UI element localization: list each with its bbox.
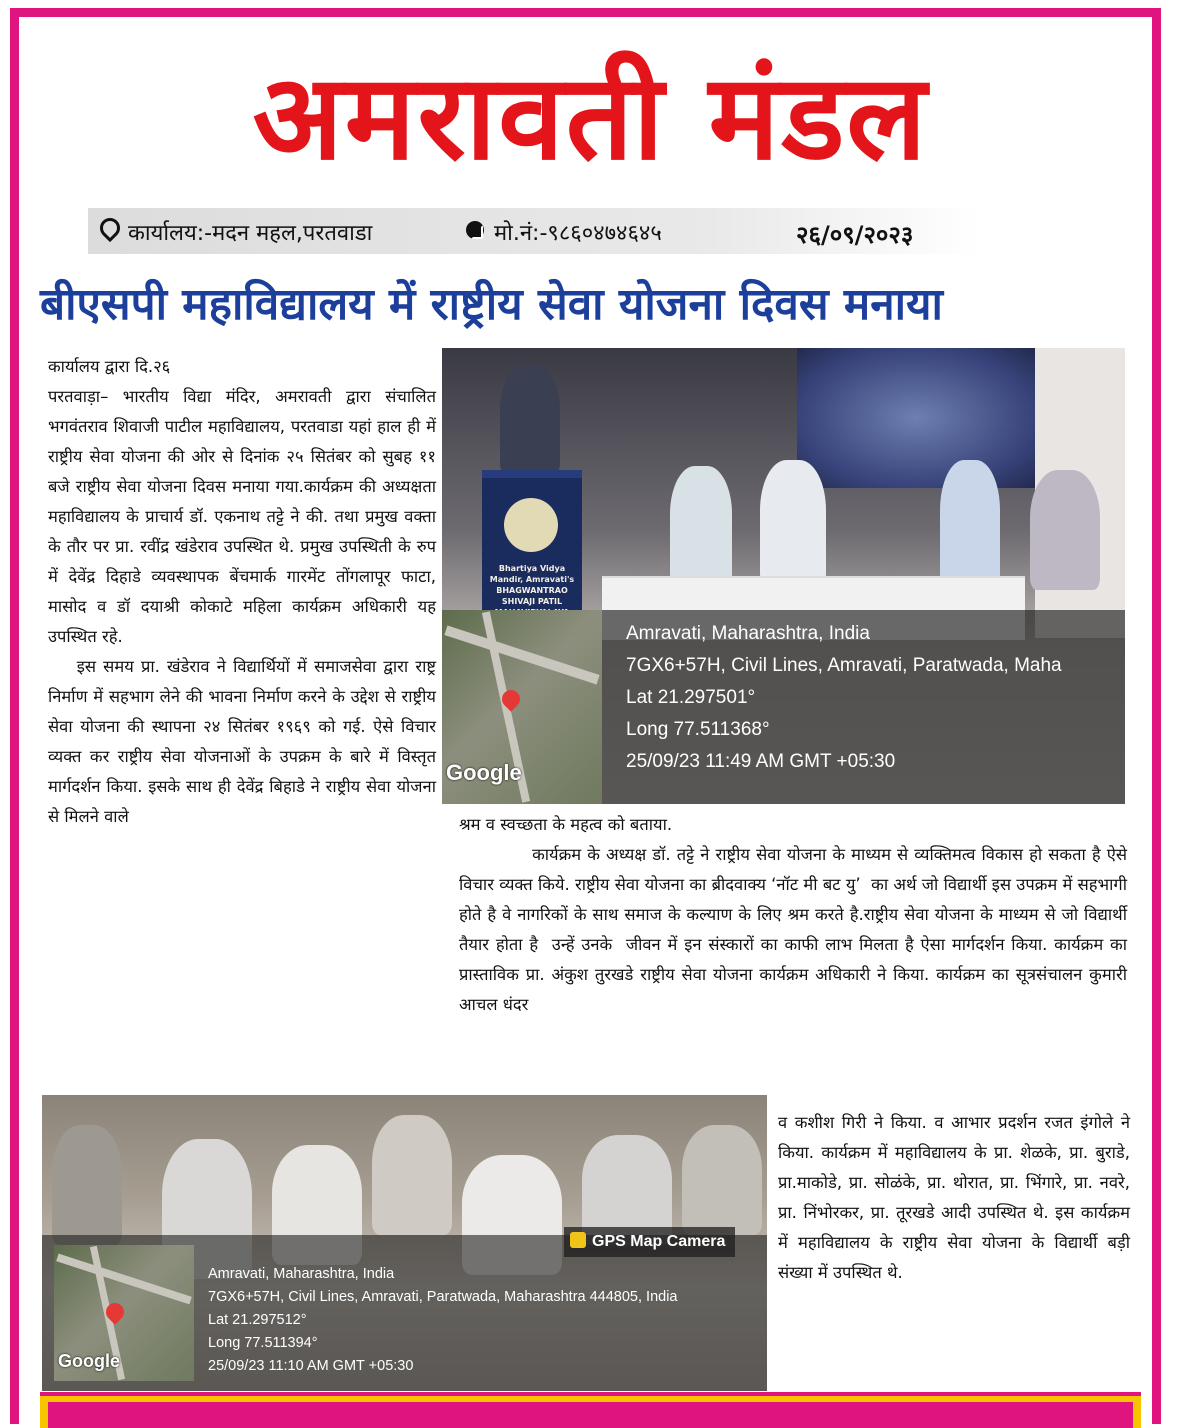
geotag-time: 25/09/23 11:49 AM GMT +05:30 <box>626 751 896 772</box>
google-logo: Google <box>58 1351 120 1371</box>
article-paragraph: कार्यक्रम के अध्यक्ष डॉ. तट्टे ने राष्ट्रीय सेवा योजना के माध्यम से व्यक्तिमत्व विकास हो सकता है ऐसे विचार व्यक्त किये. राष्ट्रीय सेवा योजना का ब्रीदवाक्य ‘नॉट मी बट यु’ का अर्थ जो विद्यार्थी इस उपक्रम में सहभागी होते है वे नागरिकों के साथ समाज के कल्याण के लिए श्रम करते है.राष्ट्रीय सेवा योजना के माध्यम से जो विद्यार्थी तैयार होता है उन्हें उनके जीवन में इन संस्कारों का काफी लाभ मिलता है ऐसा मार्गदर्शन किया. कार्यक्रम का प्रास्ताविक प्रा. अंकुश तुरखडे राष्ट्रीय सेवा योजना कार्यक्रम अधिकारी ने किया. कार्यक्रम का सूत्रसंचालन कुमारी आचल धंदर <box>459 845 1133 1014</box>
geotag-address: 7GX6+57H, Civil Lines, Amravati, Paratwada, Maharashtra 444805, India <box>208 1289 678 1305</box>
college-logo-icon <box>504 498 558 552</box>
article-paragraph: श्रम व स्वच्छता के महत्व को बताया. <box>459 815 673 834</box>
phone-icon <box>466 221 484 239</box>
audience-figure <box>682 1125 762 1235</box>
geotag-place: Amravati, Maharashtra, India <box>626 623 870 644</box>
audience-figure <box>52 1125 122 1245</box>
bottom-band <box>40 1392 1141 1428</box>
podium-text: Bhartiya Vidya Mandir, Amravati's BHAGWANTRAO SHIVAJI PATIL <box>489 564 575 606</box>
masthead-title: अमरावती मंडल <box>252 48 929 186</box>
location-pin-icon <box>96 214 124 242</box>
audience-figure <box>372 1115 452 1235</box>
geotag-place: Amravati, Maharashtra, India <box>208 1266 395 1282</box>
article-right-column <box>459 810 1133 1020</box>
event-photo-audience <box>42 1095 767 1391</box>
bottom-band-inner <box>48 1402 1133 1428</box>
mini-map <box>54 1245 194 1381</box>
geotag-lat: Lat 21.297512° <box>208 1312 307 1328</box>
google-logo: Google <box>446 760 522 785</box>
article-bottom-column <box>778 1108 1130 1288</box>
badge-label: GPS Map Camera <box>592 1233 726 1250</box>
guest-figure <box>760 460 826 586</box>
geotag-text <box>208 1263 678 1378</box>
projector-screen <box>797 348 1035 488</box>
geotag-long: Long 77.511394° <box>208 1335 318 1351</box>
speaker-figure <box>500 366 560 474</box>
guest-figure <box>940 460 1000 586</box>
phone-number: मो.नं:-९८६०४७४६४५ <box>494 221 662 246</box>
article-dateline: कार्यालय द्वारा दि.२६ <box>48 357 171 376</box>
event-photo-stage <box>442 348 1125 804</box>
geotag-address: 7GX6+57H, Civil Lines, Amravati, Paratwada, Maha <box>626 655 1062 676</box>
headline: बीएसपी महाविद्यालय में राष्ट्रीय सेवा योजना दिवस मनाया <box>40 279 943 330</box>
gps-camera-icon <box>570 1232 586 1248</box>
geotag-time: 25/09/23 11:10 AM GMT +05:30 <box>208 1358 414 1374</box>
geotag-long: Long 77.511368° <box>626 719 770 740</box>
article-left-column <box>48 352 442 832</box>
article-paragraph: इस समय प्रा. खंडेराव ने विद्यार्थियों में समाजसेवा द्वारा राष्ट्र निर्माण में सहभाग लेने की भावना निर्माण करने के उद्देश से राष्ट्रीय सेवा योजना की स्थापना २४ सितंबर १९६९ को गई. ऐसे विचार व्यक्त कर राष्ट्रीय सेवा योजनाओं के उपक्रम के बारे में विस्तृत मार्गदर्शन किया. इसके साथ ही देवेंद्र बिहाडे ने राष्ट्रीय सेवा योजना से मिलने वाले <box>48 657 442 826</box>
guest-figure <box>670 466 732 586</box>
office-address: कार्यालय:-मदन महल,परतवाडा <box>128 221 373 246</box>
article-paragraph: परतवाड़ा– भारतीय विद्या मंदिर, अमरावती द्वारा संचालित भगवंतराव शिवाजी पाटील महाविद्यालय, परतवाडा यहां हाल ही में राष्ट्रीय सेवा योजना की ओर से दिनांक २५ सितंबर को सुबह ११ बजे राष्ट्रीय सेवा योजना दिवस मनाया गया.कार्यक्रम की अध्यक्षता महाविद्यालय के प्राचार्य डॉ. एकनाथ तट्टे ने की. तथा प्रमुख वक्ता के तौर पर प्रा. रवींद्र खंडेराव उपस्थित थे. प्रमुख उपस्थिती के रुप में देवेंद्र दिहाडे व्यवस्थापक बेंचमार्क गारमेंट तोंगलापूर फाटा, मासोद व डॉ दयाश्री कोकाटे महिला कार्यक्रम अधिकारी यह उपस्थित रहे. <box>48 387 436 646</box>
issue-date: २६/०९/२०२३ <box>796 221 914 249</box>
geotag-lat: Lat 21.297501° <box>626 687 756 708</box>
guest-figure <box>1030 470 1100 590</box>
geotag-text <box>626 618 1062 778</box>
gps-map-camera-badge <box>564 1227 735 1257</box>
article-paragraph: व कशीश गिरी ने किया. व आभार प्रदर्शन रजत इंगोले ने किया. कार्यक्रम में महाविद्यालय के प्रा. शेळके, प्रा. बुराडे, प्रा.माकोडे, प्रा. सोळंके, प्रा. थोरात, प्रा. भिंगारे, प्रा. नवरे, प्रा. निंभोरकर, प्रा. तूरखडे आदी उपस्थित थे. इस कार्यक्रम में महाविद्यालय के राष्ट्रीय सेवा योजना के विद्यार्थी बड़ी संख्या में उपस्थित थे. <box>778 1113 1130 1282</box>
mini-map <box>442 610 602 804</box>
